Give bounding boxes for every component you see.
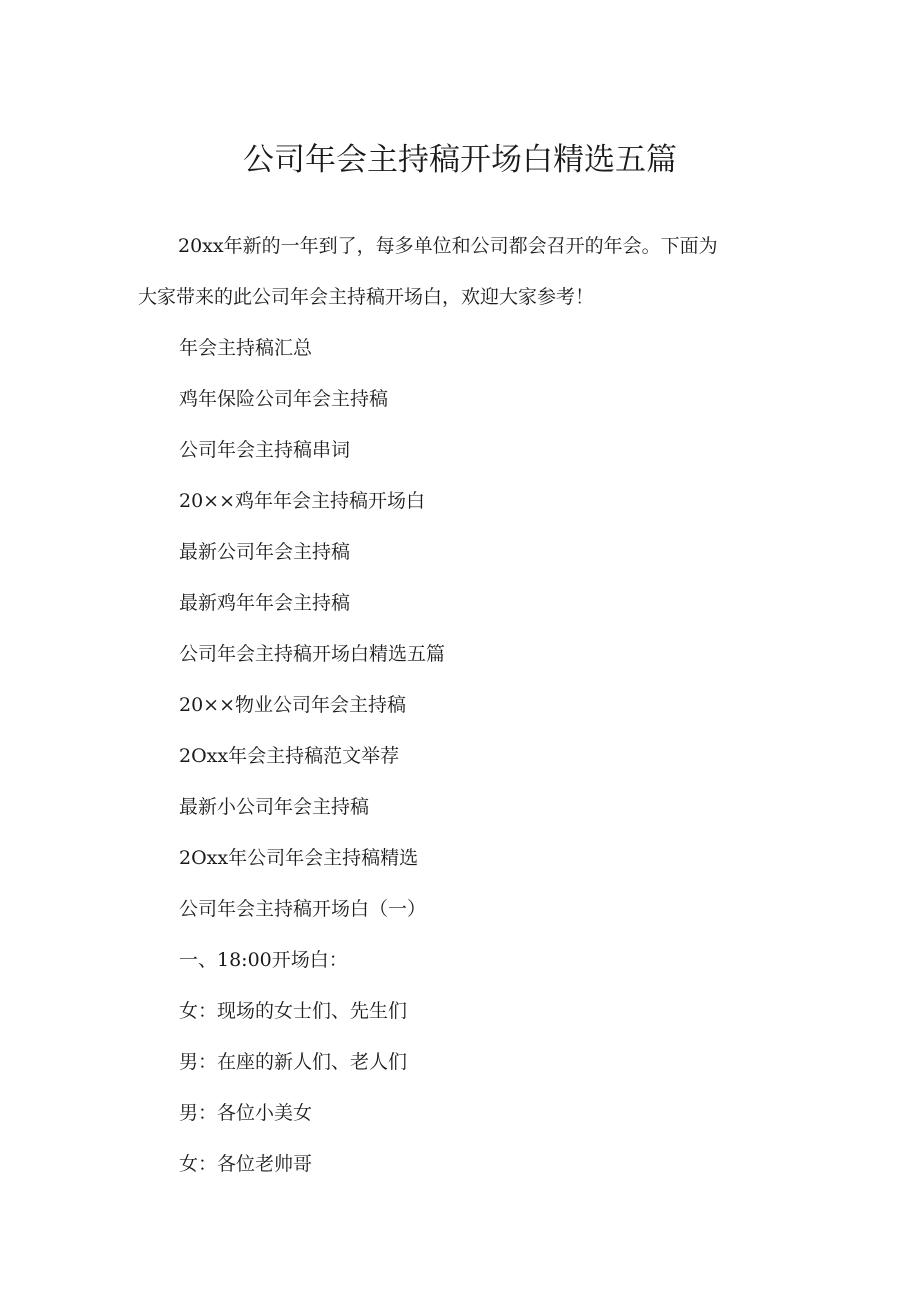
intro-line-1: 20xx年新的一年到了，每多单位和公司都会召开的年会。下面为 <box>178 235 718 257</box>
intro-paragraph <box>138 221 788 323</box>
content-line: 女：现场的女士们、先生们 <box>179 1000 408 1022</box>
content-line: 最新公司年会主持稿 <box>179 541 351 563</box>
document-title: 公司年会主持稿开场白精选五篇 <box>243 142 677 178</box>
content-line: 男：各位小美女 <box>179 1102 313 1124</box>
intro-line-2: 大家带来的此公司年会主持稿开场白，欢迎大家参考！ <box>138 286 595 308</box>
content-line: 最新小公司年会主持稿 <box>179 796 370 818</box>
content-line: 2Oxx年会主持稿范文举荐 <box>179 745 400 767</box>
content-line: 2Oxx年公司年会主持稿精选 <box>179 847 419 869</box>
content-line: 20××鸡年年会主持稿开场白 <box>179 490 426 512</box>
content-line: 年会主持稿汇总 <box>179 337 313 359</box>
content-line: 公司年会主持稿开场白精选五篇 <box>179 643 446 665</box>
content-line: 鸡年保险公司年会主持稿 <box>179 388 389 410</box>
content-line: 最新鸡年年会主持稿 <box>179 592 351 614</box>
content-line: 男：在座的新人们、老人们 <box>179 1051 408 1073</box>
content-line: 公司年会主持稿串词 <box>179 439 351 461</box>
content-line: 公司年会主持稿开场白（一） <box>179 898 427 920</box>
content-lines <box>179 323 779 1190</box>
content-line: 女：各位老帅哥 <box>179 1153 313 1175</box>
content-line: 20××物业公司年会主持稿 <box>179 694 407 716</box>
content-line: 一、18:00开场白： <box>179 949 348 971</box>
